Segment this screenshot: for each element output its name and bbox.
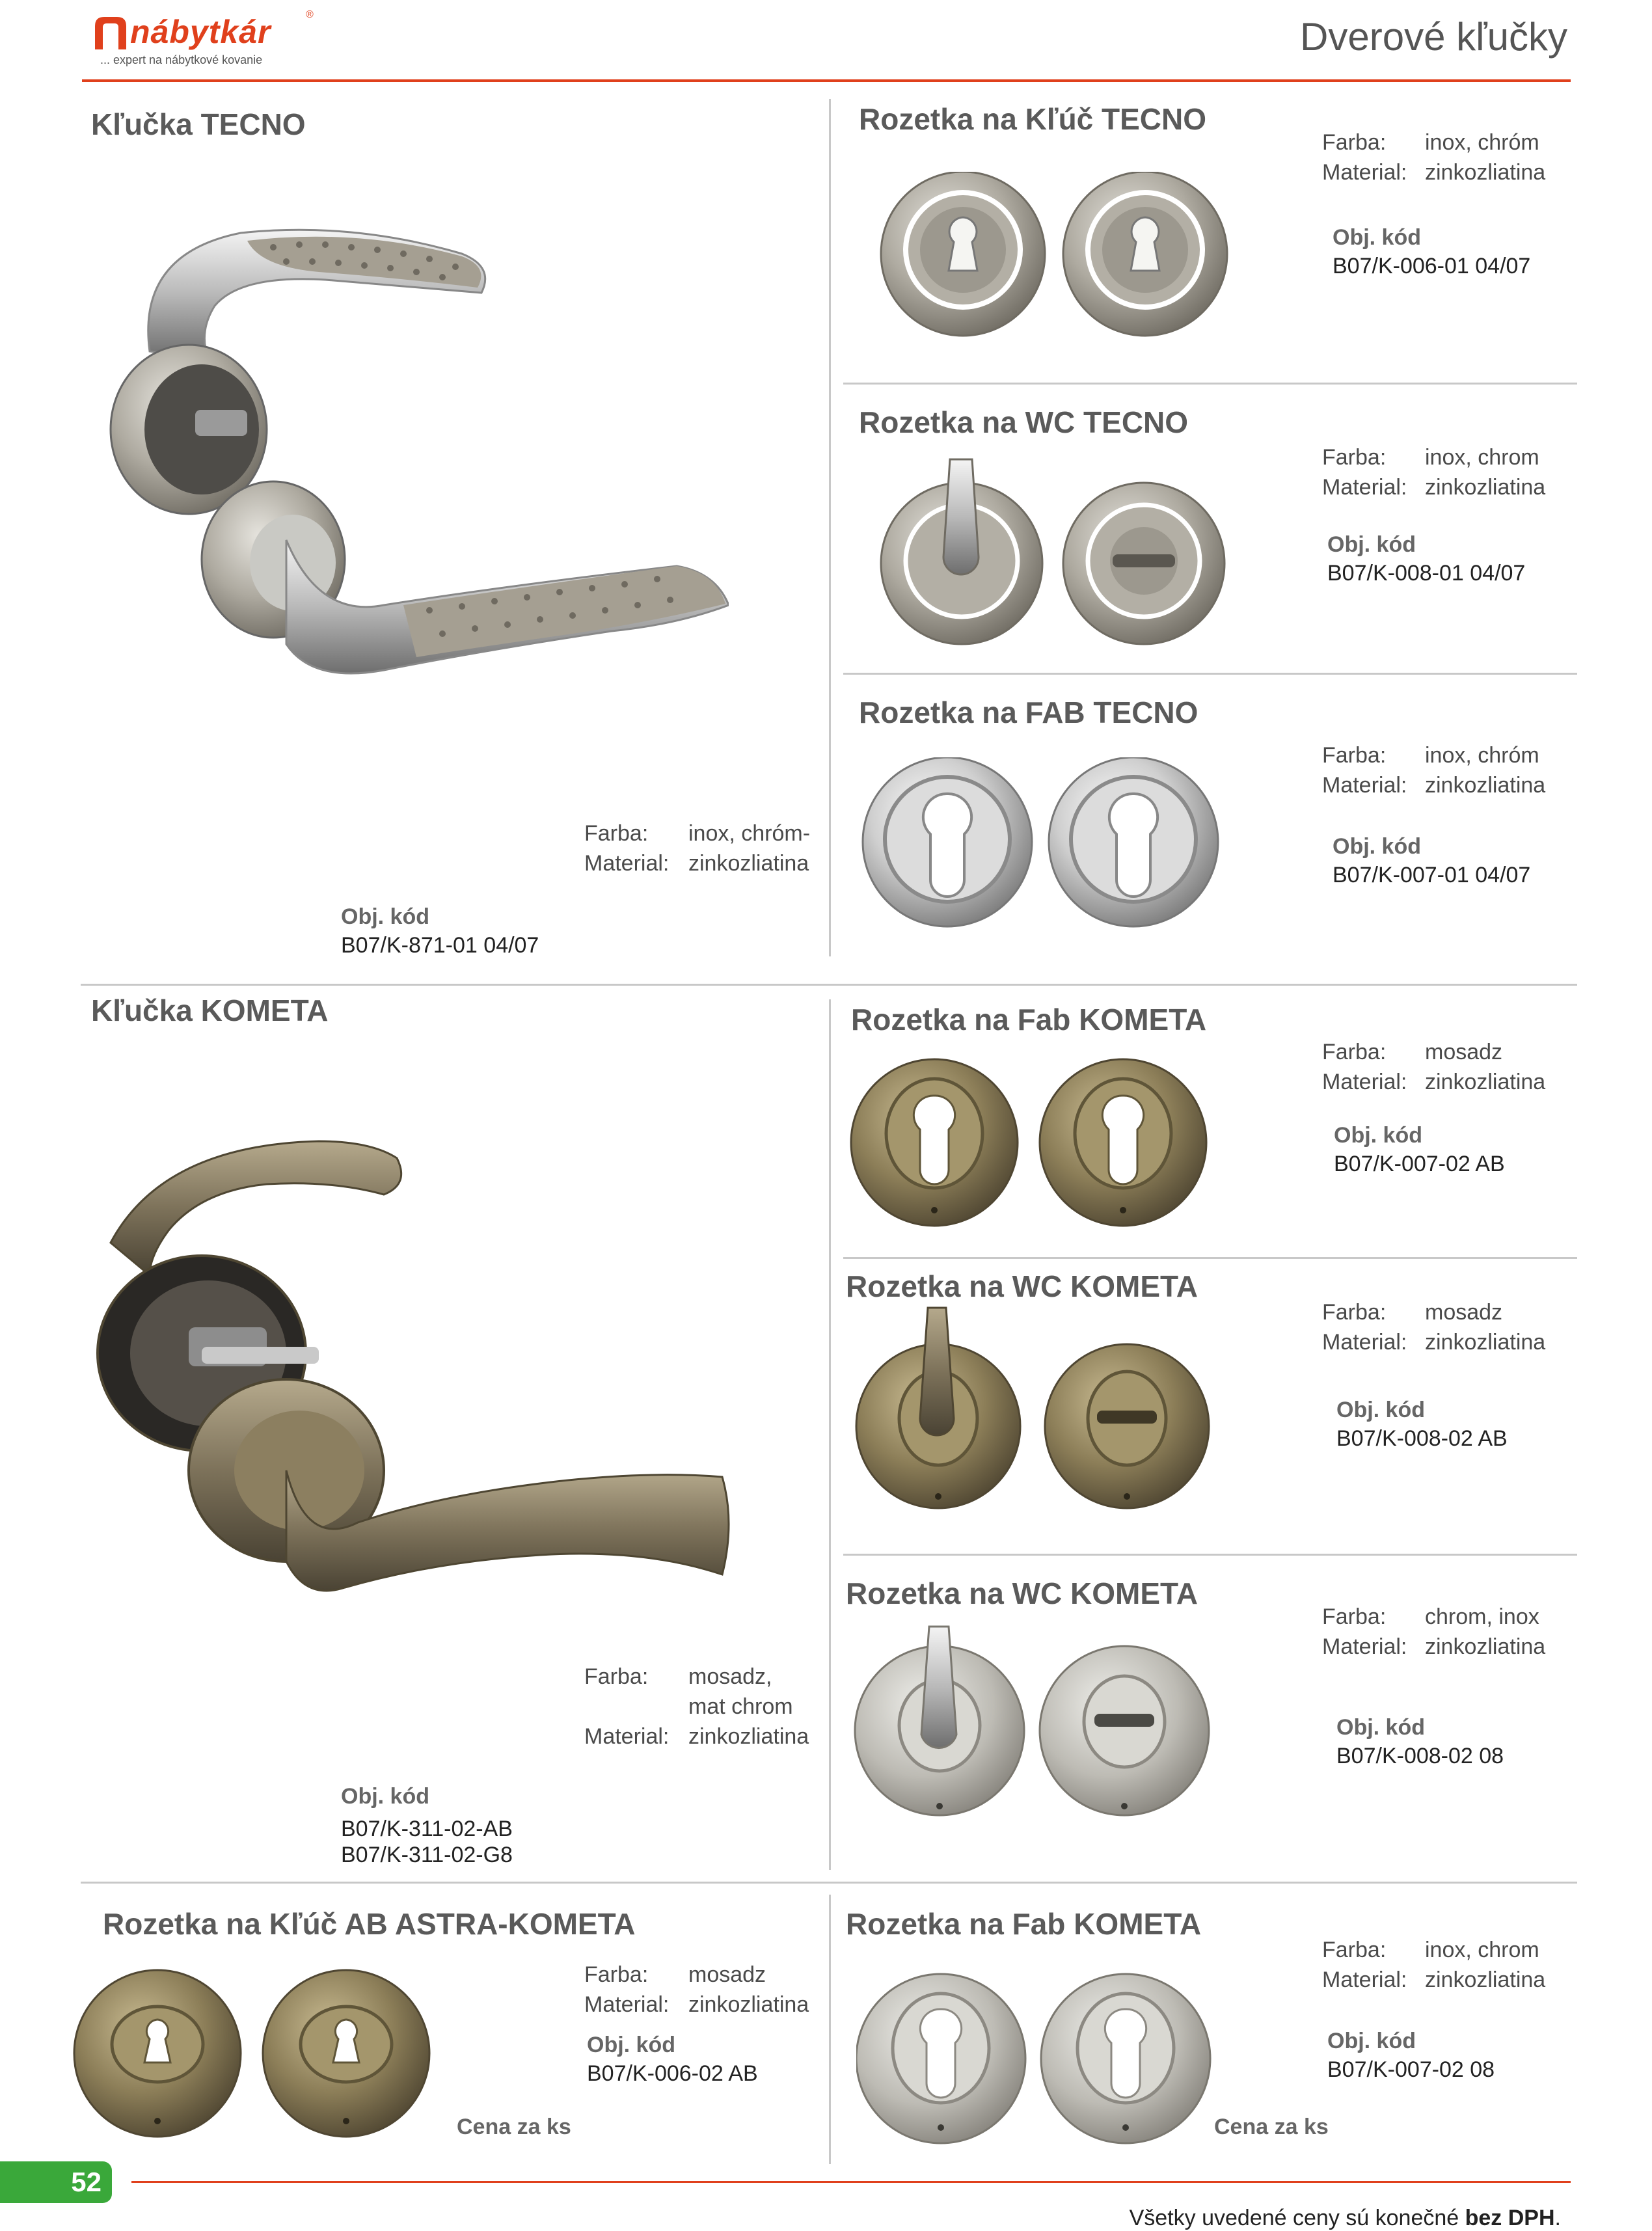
rozetka-fab-kometa-ab-material-value: zinkozliatina [1425,1070,1546,1094]
rozetka-fab-kometa-08-farba-label: Farba: [1322,1938,1387,1962]
rozetka-wc-kometa-08-image [854,1624,1218,1819]
rozetka-wc-tecno-material-label: Material: [1322,475,1407,500]
rozetka-fab-kometa-08-code-label: Obj. kód [1327,2029,1416,2053]
rozetka-wc-kometa-08-farba-label: Farba: [1322,1604,1387,1629]
rozetka-fab-kometa-08-farba-value: inox, chrom [1425,1938,1539,1962]
divider-kometa-2 [843,1554,1577,1556]
footer-note-suffix: . [1554,2206,1561,2230]
rozetka-wc-kometa-ab-code-label: Obj. kód [1336,1398,1425,1422]
rozetka-wc-kometa-ab-code: B07/K-008-02 AB [1336,1426,1508,1451]
rozetka-wc-kometa-ab-farba-value: mosadz [1425,1300,1503,1325]
rozetka-wc-kometa-08-code-label: Obj. kód [1336,1715,1425,1740]
rozetka-fab-kometa-08-material-value: zinkozliatina [1425,1967,1546,1992]
rozetka-kluc-astra-image [72,1967,449,2143]
product-title-rozetka-fab-kometa-ab: Rozetka na Fab KOMETA [851,1003,1207,1036]
klucka-tecno-material-label: Material: [584,851,670,876]
rozetka-kluc-astra-code-label: Obj. kód [587,2033,675,2057]
rozetka-kluc-tecno-farba-value: inox, chróm [1425,130,1539,155]
rozetka-wc-tecno-image [872,453,1236,648]
klucka-tecno-code: B07/K-871-01 04/07 [341,933,539,958]
rozetka-fab-kometa-08-material-label: Material: [1322,1967,1407,1992]
rozetka-fab-kometa-ab-code: B07/K-007-02 AB [1334,1152,1505,1176]
rozetka-fab-kometa-ab-farba-value: mosadz [1425,1040,1503,1064]
rozetka-wc-kometa-ab-material-value: zinkozliatina [1425,1330,1546,1355]
rozetka-kluc-tecno-image [872,172,1236,341]
rozetka-wc-kometa-ab-image [854,1301,1218,1509]
rozetka-wc-kometa-08-material-value: zinkozliatina [1425,1634,1546,1659]
klucka-kometa-farba-value-2: mat chrom [688,1694,793,1719]
rozetka-wc-tecno-code: B07/K-008-01 04/07 [1327,561,1526,586]
brand-tagline: ... expert na nábytkové kovanie [100,53,263,66]
product-title-rozetka-kluc-astra: Rozetka na Kľúč AB ASTRA-KOMETA [103,1907,636,1941]
divider-tecno-2 [843,673,1577,675]
rozetka-fab-tecno-code-label: Obj. kód [1333,834,1421,859]
klucka-kometa-farba-value-1: mosadz, [688,1664,772,1689]
rozetka-wc-kometa-08-code: B07/K-008-02 08 [1336,1744,1504,1768]
brand-name: nábytkár [130,14,271,50]
product-title-klucka-tecno: Kľučka TECNO [91,107,306,141]
divider-row-1 [81,984,1577,986]
divider-tecno-1 [843,383,1577,385]
rozetka-kluc-tecno-material-value: zinkozliatina [1425,160,1546,185]
divider-vertical-1 [829,99,831,956]
klucka-kometa-material-label: Material: [584,1724,670,1749]
rozetka-fab-kometa-ab-image [850,1057,1214,1232]
rozetka-kluc-astra-farba-label: Farba: [584,1962,649,1987]
klucka-tecno-material-value: zinkozliatina [688,851,809,876]
product-title-rozetka-fab-kometa-08: Rozetka na Fab KOMETA [846,1907,1202,1941]
klucka-tecno-farba-value: inox, chróm- [688,821,811,846]
page-number-badge [0,2161,112,2203]
price-note-right: Cena za ks [1214,2115,1329,2139]
klucka-kometa-image [72,1132,735,1601]
footer-note-prefix: Všetky uvedené ceny sú konečné [1129,2206,1465,2230]
rozetka-fab-kometa-ab-farba-label: Farba: [1322,1040,1387,1064]
product-title-rozetka-fab-tecno: Rozetka na FAB TECNO [859,696,1198,729]
rozetka-kluc-astra-material-value: zinkozliatina [688,1992,809,2017]
brand-logo[interactable] [91,9,325,68]
footer-note [1130,2206,1561,2231]
klucka-tecno-farba-label: Farba: [584,821,649,846]
product-title-klucka-kometa: Kľučka KOMETA [91,994,329,1027]
rozetka-kluc-astra-material-label: Material: [584,1992,670,2017]
header-rule [82,79,1571,82]
rozetka-wc-kometa-ab-material-label: Material: [1322,1330,1407,1355]
rozetka-wc-tecno-material-value: zinkozliatina [1425,475,1546,500]
product-title-rozetka-wc-kometa-08: Rozetka na WC KOMETA [846,1576,1198,1610]
footer-rule [131,2181,1571,2183]
rozetka-wc-kometa-08-farba-value: chrom, inox [1425,1604,1539,1629]
divider-row-2 [81,1882,1577,1884]
rozetka-fab-tecno-farba-value: inox, chróm [1425,743,1539,768]
rozetka-kluc-astra-farba-value: mosadz [688,1962,766,1987]
rozetka-fab-tecno-code: B07/K-007-01 04/07 [1333,863,1531,887]
brand-registered: ® [306,9,314,20]
rozetka-fab-kometa-08-code: B07/K-007-02 08 [1327,2057,1495,2082]
klucka-kometa-farba-label: Farba: [584,1664,649,1689]
rozetka-fab-kometa-ab-material-label: Material: [1322,1070,1407,1094]
rozetka-kluc-tecno-code-label: Obj. kód [1333,225,1421,250]
rozetka-wc-tecno-code-label: Obj. kód [1327,532,1416,557]
rozetka-kluc-astra-code: B07/K-006-02 AB [587,2061,758,2086]
page-number: 52 [71,2167,102,2197]
rozetka-kluc-tecno-farba-label: Farba: [1322,130,1387,155]
klucka-tecno-image [78,202,729,696]
klucka-kometa-code-1: B07/K-311-02-AB [341,1817,513,1841]
klucka-kometa-code-2: B07/K-311-02-G8 [341,1843,513,1867]
logo-n-icon [92,14,129,51]
rozetka-wc-kometa-08-material-label: Material: [1322,1634,1407,1659]
product-title-rozetka-kluc-tecno: Rozetka na Kľúč TECNO [859,102,1207,136]
rozetka-kluc-tecno-code: B07/K-006-01 04/07 [1333,254,1531,278]
divider-vertical-3 [829,1895,831,2164]
klucka-tecno-code-label: Obj. kód [341,904,429,929]
price-note-left: Cena za ks [457,2115,571,2139]
rozetka-kluc-tecno-material-label: Material: [1322,160,1407,185]
rozetka-wc-tecno-farba-value: inox, chrom [1425,445,1539,470]
footer-note-bold: bez DPH [1465,2206,1555,2230]
product-title-rozetka-wc-tecno: Rozetka na WC TECNO [859,405,1189,439]
rozetka-fab-tecno-material-label: Material: [1322,773,1407,798]
rozetka-wc-kometa-ab-farba-label: Farba: [1322,1300,1387,1325]
divider-vertical-2 [829,999,831,1870]
rozetka-wc-tecno-farba-label: Farba: [1322,445,1387,470]
product-title-rozetka-wc-kometa-ab: Rozetka na WC KOMETA [846,1269,1198,1303]
page-title: Dverové kľučky [1300,15,1567,59]
rozetka-fab-tecno-farba-label: Farba: [1322,743,1387,768]
rozetka-fab-kometa-08-image [856,1970,1221,2152]
rozetka-fab-kometa-ab-code-label: Obj. kód [1334,1123,1422,1148]
klucka-kometa-code-label: Obj. kód [341,1784,429,1809]
divider-kometa-1 [843,1257,1577,1259]
klucka-kometa-material-value: zinkozliatina [688,1724,809,1749]
rozetka-fab-tecno-material-value: zinkozliatina [1425,773,1546,798]
rozetka-fab-tecno-image [860,757,1225,933]
